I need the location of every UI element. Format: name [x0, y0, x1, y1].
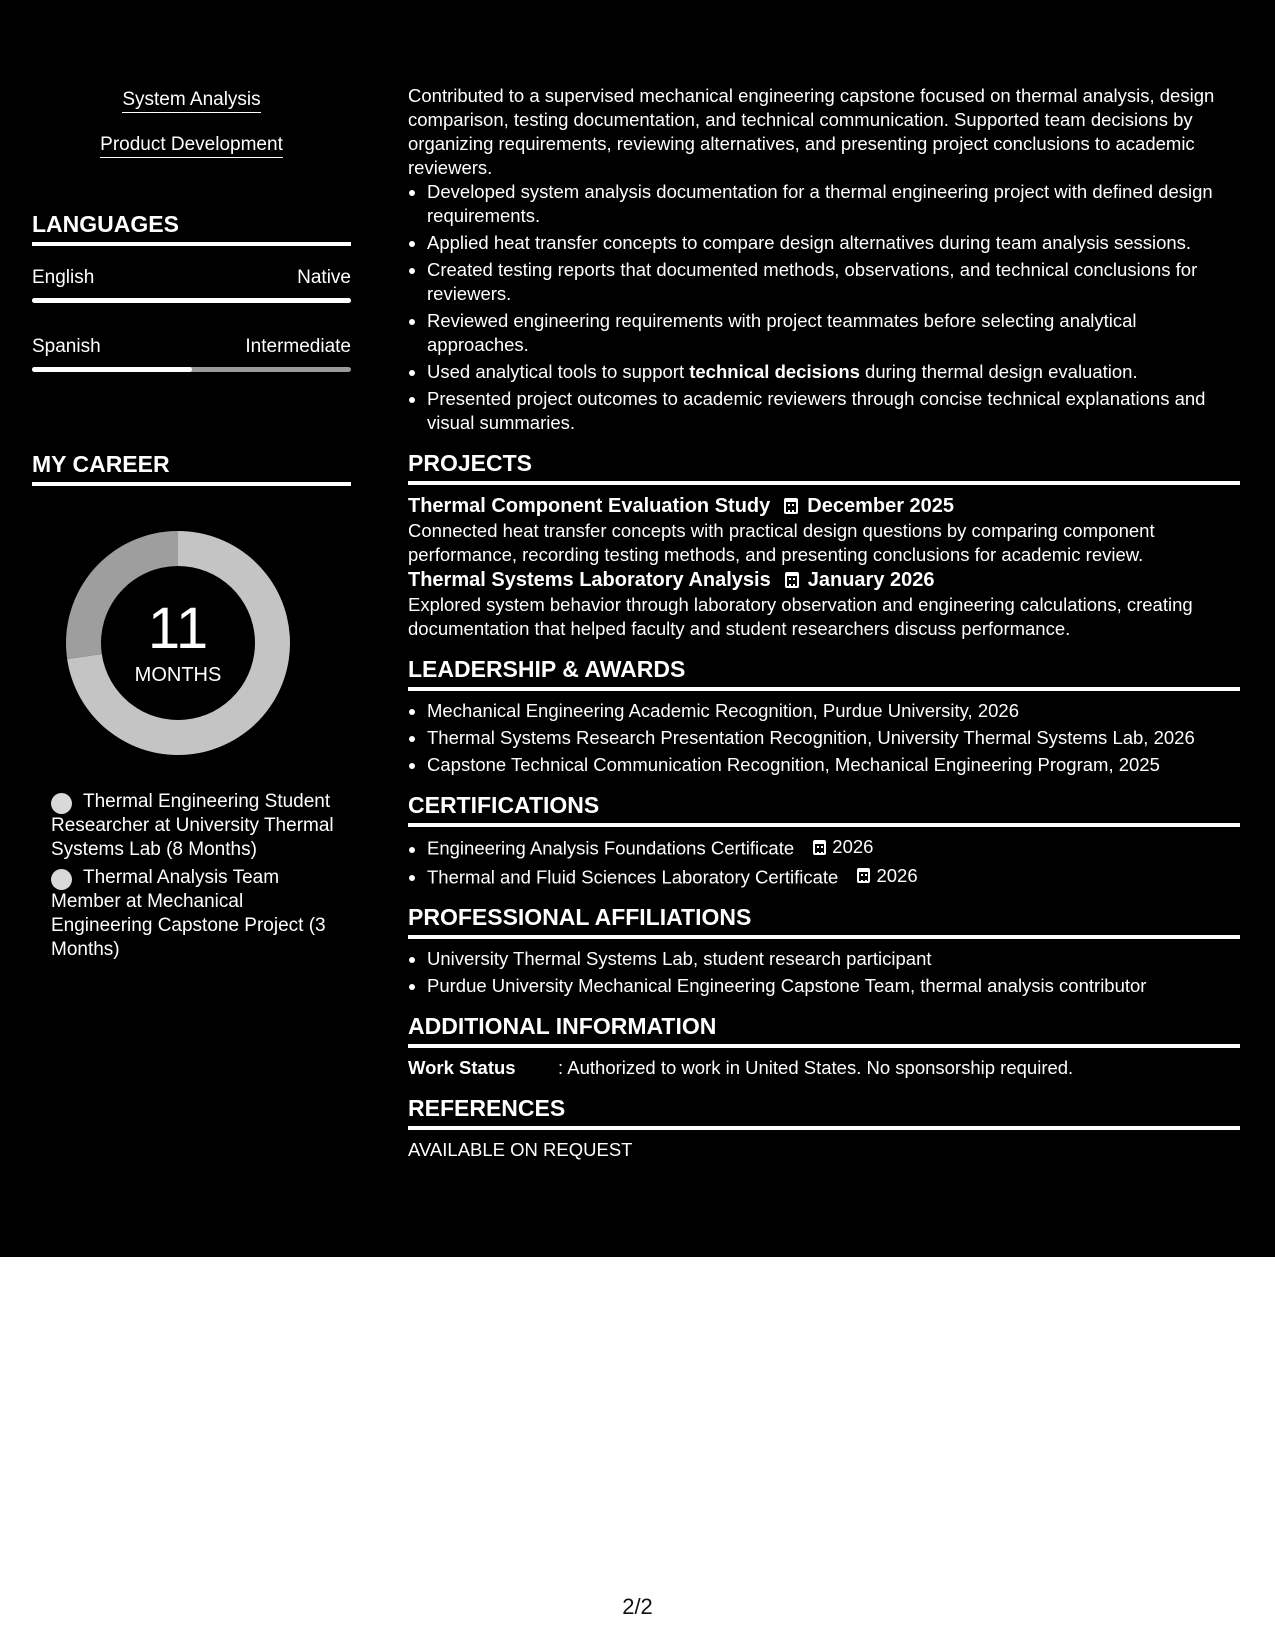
language-bar-spanish: [32, 367, 351, 372]
language-bar-fill: [32, 298, 351, 303]
list-item: • Engineering Analysis Foundations Certificate 2026: [427, 835, 1240, 861]
language-bar-english: [32, 298, 351, 303]
calendar-icon: [785, 572, 799, 588]
career-item: Thermal Engineering Student Researcher at University Thermal Systems Lab (8 Months): [51, 791, 334, 860]
language-level: Native: [297, 267, 351, 288]
awards-list: [408, 699, 1240, 777]
project-description: Explored system behavior through laboratory observation and engineering calculations, creating documentation that helped faculty and student researchers discuss performance.: [408, 594, 1193, 639]
language-english: [32, 266, 351, 290]
list-item: • Thermal Systems Research Presentation Recognition, University Thermal Systems Lab, 2026: [427, 726, 1240, 750]
project-title: Thermal Component Evaluation Study December 2025: [408, 495, 955, 517]
list-item: • Developed system analysis documentation for a thermal engineering project with defined design requirements.: [427, 180, 1240, 228]
references-heading: REFERENCES: [408, 1094, 1240, 1130]
calendar-icon: [784, 498, 798, 514]
affiliations-list: [408, 947, 1240, 998]
list-item: • Applied heat transfer concepts to compare design alternatives during team analysis sessions.: [427, 231, 1240, 255]
certifications-list: [408, 835, 1240, 889]
project-date: January 2026: [807, 569, 935, 591]
career-heading: MY CAREER: [32, 450, 351, 486]
list-item: • Used analytical tools to support technical decisions during thermal design evaluation.: [427, 360, 1240, 384]
language-level: Intermediate: [245, 336, 351, 357]
list-item: • Capstone Technical Communication Recognition, Mechanical Engineering Program, 2025: [427, 753, 1240, 777]
references-text: AVAILABLE ON REQUEST: [408, 1139, 633, 1160]
language-name: Spanish: [32, 336, 101, 357]
calendar-icon: [857, 868, 870, 883]
list-item: • Presented project outcomes to academic reviewers through concise technical explanations and visual summaries.: [427, 387, 1240, 435]
projects-heading: PROJECTS: [408, 449, 1240, 485]
page-number: 2/2: [622, 1594, 653, 1619]
list-item: • Purdue University Mechanical Engineering Capstone Team, thermal analysis contributor: [427, 974, 1240, 998]
skill-product-development: Product Development: [32, 133, 351, 157]
list-item: • Thermal and Fluid Sciences Laboratory Certificate 2026: [427, 864, 1240, 890]
calendar-icon: [813, 840, 826, 855]
language-bar-fill: [32, 367, 192, 372]
certifications-heading: CERTIFICATIONS: [408, 791, 1240, 827]
list-item: • University Thermal Systems Lab, student research participant: [427, 947, 1240, 971]
emphasis-text: technical decisions: [689, 361, 860, 382]
skill-system-analysis: System Analysis: [32, 88, 351, 112]
language-spanish: [32, 335, 351, 359]
project-date: December 2025: [807, 495, 955, 517]
experience-bullets: [408, 180, 1240, 435]
experience-summary: Contributed to a supervised mechanical engineering capstone focused on thermal analysis, design comparison, testing documentation, and technical communication. Supported team decisions by organizing requirements, reviewing alternatives, and presenting project conclusions to academic reviewers.: [408, 85, 1215, 178]
career-item: Thermal Analysis Team Member at Mechanical Engineering Capstone Project (3 Months): [51, 867, 326, 960]
languages-heading: LANGUAGES: [32, 210, 351, 246]
list-item: • Created testing reports that documented methods, observations, and technical conclusions for reviewers.: [427, 258, 1240, 306]
career-list: [51, 790, 341, 966]
list-item: • Mechanical Engineering Academic Recognition, Purdue University, 2026: [427, 699, 1240, 723]
career-dot-icon: [51, 869, 72, 890]
career-donut-chart: [66, 531, 290, 755]
language-name: English: [32, 267, 95, 288]
work-status-row: [408, 1056, 1240, 1080]
career-total: 11: [147, 596, 209, 661]
career-dot-icon: [51, 793, 72, 814]
main-content: [408, 84, 1240, 1162]
awards-heading: LEADERSHIP & AWARDS: [408, 655, 1240, 691]
work-status-value: : Authorized to work in United States. No sponsorship required.: [558, 1057, 1074, 1078]
list-item: • Reviewed engineering requirements with project teammates before selecting analytical approaches.: [427, 309, 1240, 357]
additional-info-heading: ADDITIONAL INFORMATION: [408, 1012, 1240, 1048]
affiliations-heading: PROFESSIONAL AFFILIATIONS: [408, 903, 1240, 939]
project-description: Connected heat transfer concepts with practical design questions by comparing component performance, recording testing methods, and presenting conclusions for academic review.: [408, 520, 1155, 565]
project-title: Thermal Systems Laboratory Analysis January 2026: [408, 569, 935, 591]
career-unit: MONTHS: [134, 664, 222, 686]
work-status-label: Work Status: [408, 1057, 516, 1078]
